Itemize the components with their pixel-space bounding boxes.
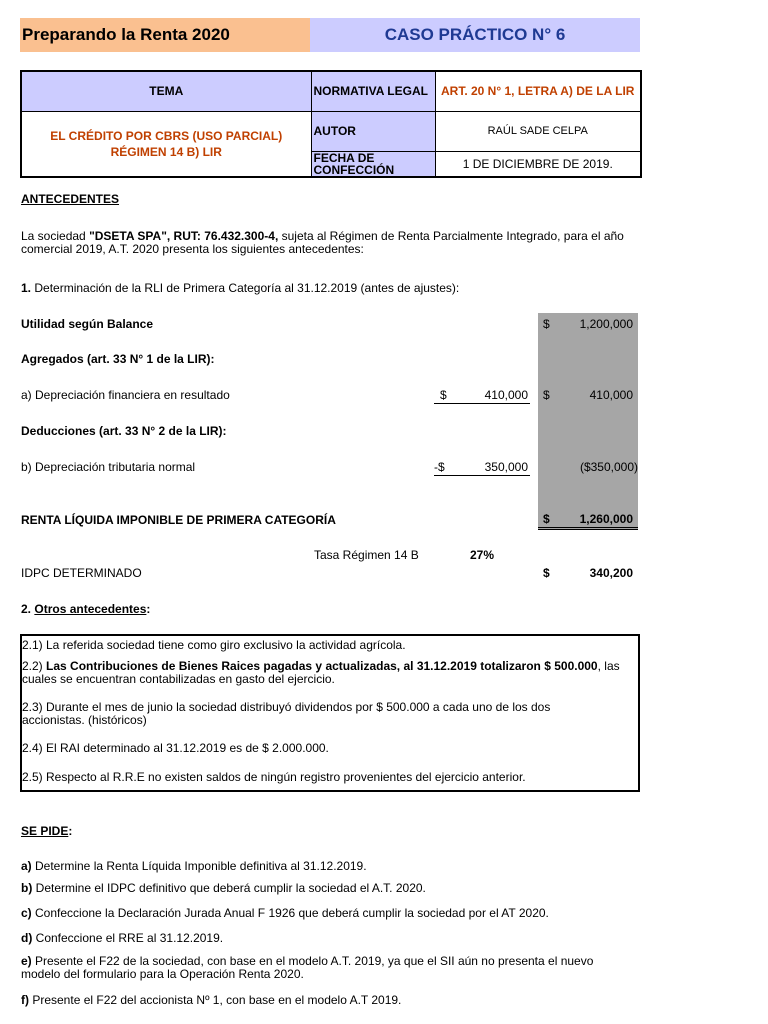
otros-colon: :: [146, 602, 151, 616]
otros-item-2-post: , las cuales se encuentran contabilizadas en gasto del ejercicio.: [22, 659, 620, 686]
tasa-value: 27%: [470, 548, 495, 562]
otros-item-1: 2.1) La referida sociedad tiene como giro exclusivo la actividad agrícola.: [22, 638, 406, 652]
autor-label: AUTOR: [311, 111, 435, 151]
se-pide-letter: f): [21, 993, 29, 1007]
se-pide-item-b: [21, 882, 636, 895]
rli-total-value: 1,260,000: [579, 512, 633, 526]
dep-trib-value: 350,000: [484, 460, 528, 474]
dep-fin-value: 410,000: [484, 388, 528, 402]
dep-trib-currency: -$: [434, 460, 445, 474]
utilidad-value: 1,200,000: [579, 317, 633, 331]
intro-pre: La sociedad: [21, 229, 90, 243]
point-1-number: 1.: [21, 281, 32, 295]
dep-fin-value-2: 410,000: [589, 388, 633, 402]
otros-item-2-pre: 2.2): [22, 659, 47, 673]
otros-item-2: [22, 660, 636, 686]
se-pide-letter: a): [21, 859, 32, 873]
autor-value: RAÚL SADE CELPA: [435, 111, 641, 151]
se-pide-item-d: [21, 932, 636, 945]
rli-total-currency: $: [543, 512, 550, 526]
dep-fin-currency-2: $: [543, 388, 550, 402]
se-pide-letter: c): [21, 906, 32, 920]
deducciones-label: Deducciones (art. 33 N° 2 de la LIR):: [21, 424, 227, 438]
header-right-title: CASO PRÁCTICO N° 6: [310, 18, 640, 52]
dep-fin-currency: $: [440, 388, 447, 402]
dep-fin-cell: [434, 388, 530, 404]
otros-item-3: 2.3) Durante el mes de junio la sociedad distribuyó dividendos por $ 500.000 a cada uno de los dos accionistas. (históricos): [22, 700, 551, 727]
idpc-currency: $: [543, 566, 550, 580]
se-pide-letter: b): [21, 881, 33, 895]
se-pide-letter: d): [21, 931, 33, 945]
se-pide-item-e: [21, 955, 636, 981]
dep-trib-value-2: ($350,000): [579, 460, 638, 474]
otros-number: 2.: [21, 602, 32, 616]
otros-item-4: 2.4) El RAI determinado al 31.12.2019 es de $ 2.000.000.: [22, 741, 329, 755]
otros-item-5: 2.5) Respecto al R.R.E no existen saldos de ningún registro provenientes del ejercicio anterior.: [22, 770, 526, 784]
normativa-value: ART. 20 N° 1, LETRA A) DE LA LIR: [435, 71, 641, 111]
antecedentes-heading: ANTECEDENTES: [21, 192, 120, 206]
otros-item-2-bold: Las Contribuciones de Bienes Raices pagadas y actualizadas, al 31.12.2019 totalizaron $ 500.000: [46, 659, 598, 673]
dep-trib-label: b) Depreciación tributaria normal: [21, 460, 196, 474]
se-pide-heading: [21, 824, 72, 838]
otros-heading: [21, 602, 150, 616]
se-pide-colon: :: [68, 824, 73, 838]
intro-company: "DSETA SPA", RUT: 76.432.300-4,: [89, 229, 279, 243]
se-pide-item-f: [21, 994, 636, 1007]
rli-total-cell: [538, 510, 638, 530]
utilidad-currency: $: [543, 317, 550, 331]
agregados-label: Agregados (art. 33 N° 1 de la LIR):: [21, 352, 215, 366]
tema-label: TEMA: [21, 71, 311, 111]
header-left-title: Preparando la Renta 2020: [20, 18, 310, 52]
rli-total-label: RENTA LÍQUIDA IMPONIBLE DE PRIMERA CATEGORÍA: [21, 513, 336, 527]
subject: EL CRÉDITO POR CBRS (USO PARCIAL) RÉGIMEN 14 B) LIR: [21, 111, 311, 177]
idpc-label: IDPC DETERMINADO: [21, 566, 142, 580]
otros-box: [20, 634, 640, 792]
se-pide-text: Confeccione la Declaración Jurada Anual F 1926 que deberá cumplir la sociedad por el AT 2020.: [31, 906, 549, 920]
se-pide-item-c: [21, 907, 636, 920]
se-pide-text: Determine la Renta Líquida Imponible definitiva al 31.12.2019.: [31, 859, 367, 873]
fecha-label: FECHA DE CONFECCIÓN: [311, 151, 435, 177]
idpc-value: 340,200: [589, 566, 633, 580]
point-1-text: Determinación de la RLI de Primera Categoría al 31.12.2019 (antes de ajustes):: [31, 281, 460, 295]
se-pide-item-a: [21, 860, 636, 873]
dep-trib-cell: [434, 460, 530, 476]
info-table: [20, 70, 642, 178]
intro-post: sujeta al Régimen de Renta Parcialmente Integrado, para el año comercial 2019, A.T. 2020 presenta los siguientes antecedentes:: [21, 229, 624, 256]
otros-heading-text: Otros antecedentes: [34, 602, 147, 616]
antecedentes-intro: [21, 230, 636, 256]
se-pide-text: Confeccione el RRE al 31.12.2019.: [32, 931, 224, 945]
se-pide-text: Presente el F22 del accionista Nº 1, con base en el modelo A.T 2019.: [29, 993, 402, 1007]
dep-fin-label: a) Depreciación financiera en resultado: [21, 388, 230, 402]
tasa-label: Tasa Régimen 14 B: [314, 548, 419, 562]
se-pide-heading-text: SE PIDE: [21, 824, 69, 838]
se-pide-letter: e): [21, 954, 32, 968]
utilidad-label: Utilidad según Balance: [21, 317, 154, 331]
se-pide-text: Determine el IDPC definitivo que deberá cumplir la sociedad el A.T. 2020.: [32, 881, 426, 895]
point-1: [21, 281, 459, 295]
se-pide-text: Presente el F22 de la sociedad, con base en el modelo A.T. 2019, ya que el SII aún no presenta el nuevo modelo del formulario para la Operación Renta 2020.: [21, 954, 594, 981]
gray-column-band: [538, 313, 638, 529]
fecha-value: 1 DE DICIEMBRE DE 2019.: [435, 151, 641, 177]
normativa-label: NORMATIVA LEGAL: [311, 71, 435, 111]
